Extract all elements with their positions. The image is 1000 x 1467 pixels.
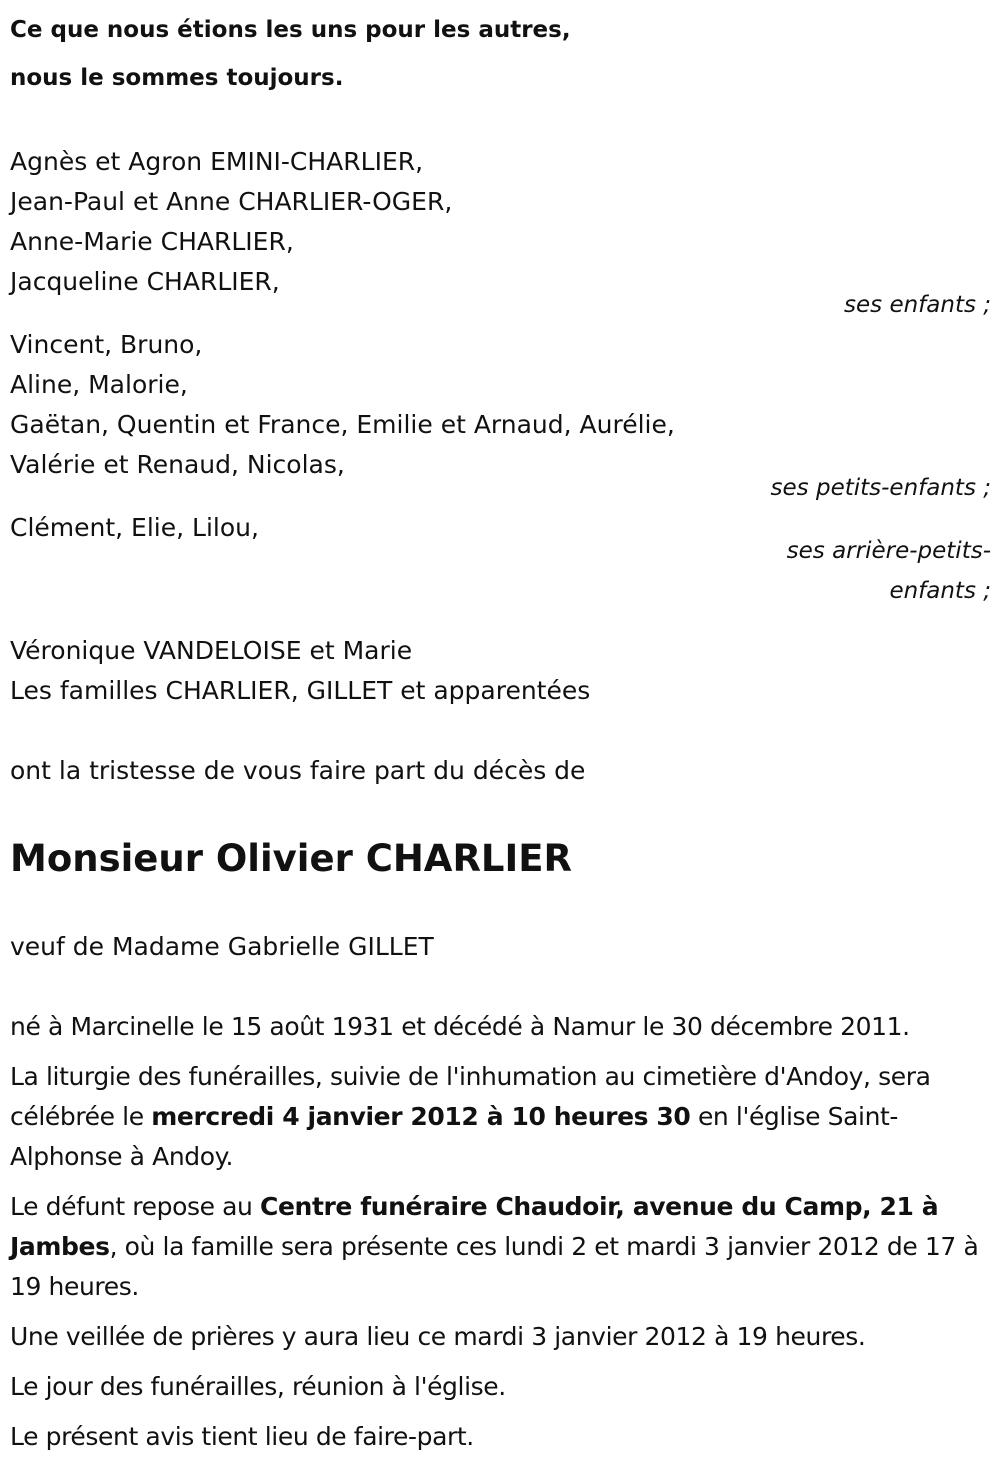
great-grandchild-line: Clément, Elie, Lilou, [10,513,259,542]
vigil-paragraph: Une veillée de prières y aura lieu ce mardi 3 janvier 2012 à 19 heures. [10,1322,866,1351]
child-line: Anne-Marie CHARLIER, [10,227,294,256]
liturgy-paragraph [10,1057,990,1177]
funeral-home-address: Centre funéraire Chaudoir, avenue du Camp, 21 à Jambes [10,1192,939,1261]
children-role: ses enfants ; [844,292,991,318]
meeting-paragraph: Le jour des funérailles, réunion à l'église. [10,1372,506,1401]
resting-place-paragraph [10,1187,990,1307]
children-block [10,142,990,325]
liturgy-text: La liturgie des funérailles, suivie de l'inhumation au cimetière d'Andoy, sera célébrée le [10,1062,931,1131]
grandchildren-block [10,325,990,508]
grandchildren-role: ses petits-enfants ; [770,475,991,501]
deceased-name: Monsieur Olivier CHARLIER [10,837,573,880]
grandchild-line: Valérie et Renaud, Nicolas, [10,450,345,479]
child-line: Jean-Paul et Anne CHARLIER-OGER, [10,187,453,216]
other-family-line: Véronique VANDELOISE et Marie [10,636,413,665]
child-line: Agnès et Agron EMINI-CHARLIER, [10,147,424,176]
announcement: ont la tristesse de vous faire part du décès de [10,756,586,785]
epigraph [10,6,990,102]
epigraph-line-1: Ce que nous étions les uns pour les autres, [10,17,571,43]
great-grandchildren-role: ses arrière-petits-enfants ; [786,538,991,604]
grandchild-line: Vincent, Bruno, [10,330,203,359]
widower-line: veuf de Madame Gabrielle GILLET [10,932,434,961]
other-family-line: Les familles CHARLIER, GILLET et apparentées [10,676,591,705]
epigraph-line-2: nous le sommes toujours. [10,65,344,91]
liturgy-place: en l'église Saint-Alphonse à Andoy. [10,1102,899,1171]
grandchild-line: Aline, Malorie, [10,370,188,399]
obituary-notice [10,6,990,1467]
birth-death-paragraph: né à Marcinelle le 15 août 1931 et décédé à Namur le 30 décembre 2011. [10,1012,910,1041]
grandchild-line: Gaëtan, Quentin et France, Emilie et Arnaud, Aurélie, [10,410,675,439]
notice-paragraph: Le présent avis tient lieu de faire-part. [10,1422,474,1451]
visiting-hours: , où la famille sera présente ces lundi 2 et mardi 3 janvier 2012 de 17 à 19 heures. [10,1232,979,1301]
liturgy-date: mercredi 4 janvier 2012 à 10 heures 30 [151,1102,691,1131]
child-line: Jacqueline CHARLIER, [10,267,280,296]
other-family-block [10,631,990,711]
great-grandchildren-block [10,508,990,611]
resting-text: Le défunt repose au [10,1192,261,1221]
